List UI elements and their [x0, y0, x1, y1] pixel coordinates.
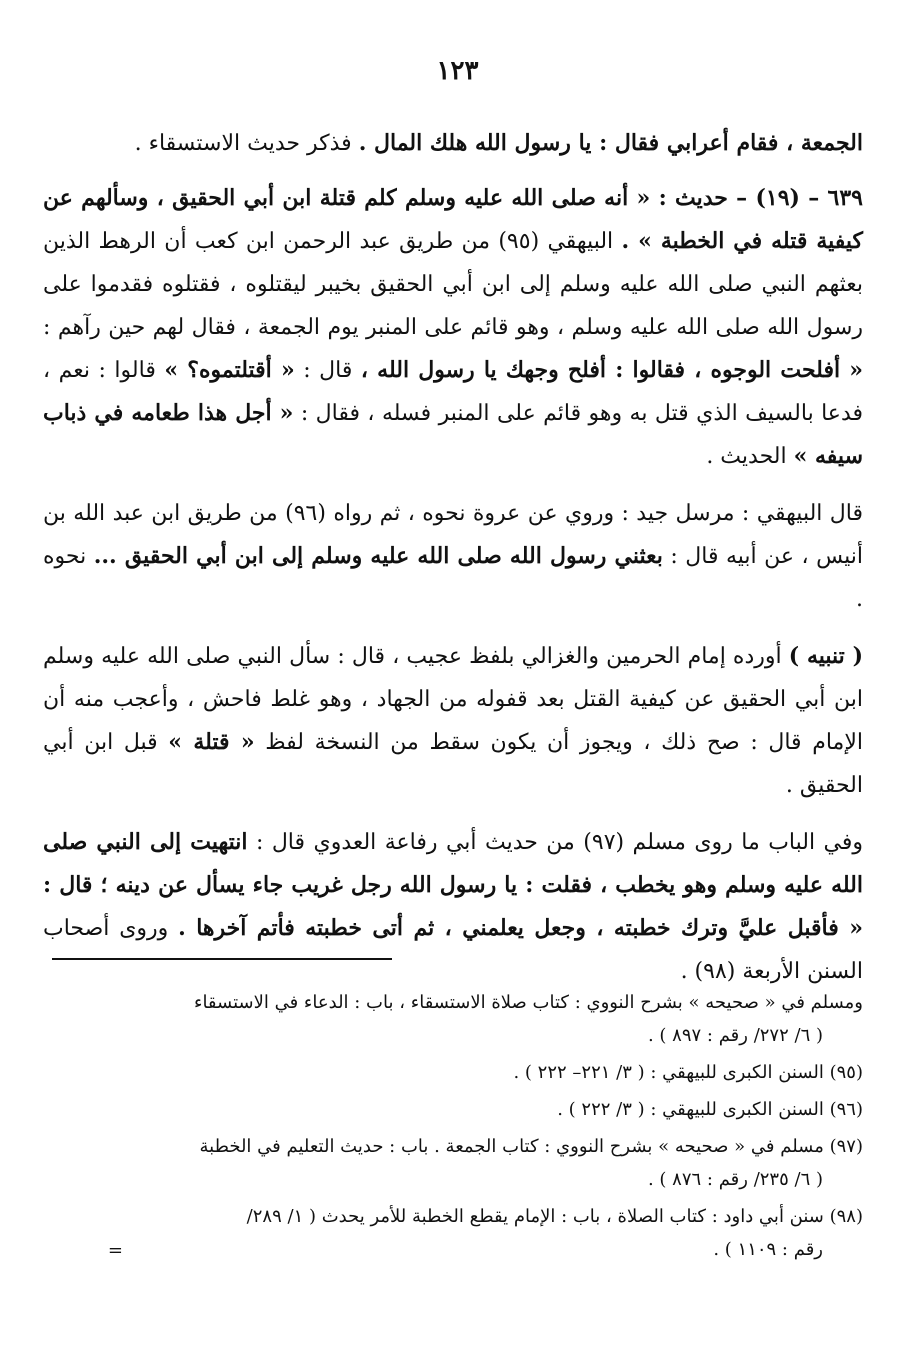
bold-text: ( تنبيه ): [788, 643, 863, 669]
footnote-text: (٩٨) سنن أبي داود : كتاب الصلاة ، باب : الإمام يقطع الخطبة للأمر يحدث ( ١/ ٢٨٩/: [246, 1206, 863, 1227]
footnote-98: [43, 1200, 863, 1266]
footnote-text: ومسلم في « صحيحه » بشرح النووي : كتاب صلاة الاستسقاء ، باب : الدعاء في الاستسقاء: [193, 992, 863, 1013]
bold-text: « أفلحت الوجوه ، فقالوا : أفلح وجهك يا رسول الله ،: [360, 357, 864, 383]
footnote-97: [43, 1130, 863, 1196]
bold-text: « أقتلتموه؟ »: [164, 357, 295, 383]
plain-text: وروى أصحاب السنن الأربعة (٩٨) .: [43, 916, 863, 984]
footnote-text: (٩٥) السنن الكبرى للبيهقي : ( ٣/ ٢٢١– ٢٢٢ ) .: [513, 1062, 863, 1083]
paragraph-hadith-639: [43, 177, 863, 478]
plain-text: قال البيهقي : مرسل جيد : وروي عن عروة نحوه ، ثم رواه (٩٦) من طريق ابن عبد الله بن أنيس ، عن أبيه قال :: [43, 501, 863, 569]
paragraph-tanbih: [43, 635, 863, 807]
bold-text: بعثني رسول الله صلى الله عليه وسلم إلى ابن أبي الحقيق ...: [93, 543, 663, 569]
plain-text: وفي الباب ما روى مسلم (٩٧) من حديث أبي رفاعة العدوي قال :: [247, 830, 863, 855]
paragraph-bayhaqi: [43, 492, 863, 621]
footnote-text: ( ٦/ ٢٧٢/ رقم : ٨٩٧ ) .: [647, 1025, 823, 1046]
footnote-text: رقم : ١١٠٩ ) .: [713, 1239, 823, 1260]
bold-text: « أجل هذا طعامه في ذباب سيفه »: [43, 400, 863, 469]
footnote-96: [43, 1093, 863, 1126]
bold-text: الجمعة ، فقام أعرابي فقال : يا رسول الله هلك المال .: [358, 130, 863, 156]
bold-text: « قتلة »: [168, 729, 255, 755]
plain-text: فذكر حديث الاستسقاء .: [134, 131, 359, 156]
footnote-text: (٩٦) السنن الكبرى للبيهقي : ( ٣/ ٢٢٢ ) .: [557, 1099, 863, 1120]
plain-text: قالوا : نعم ، فدعا بالسيف الذي قتل به وهو قائم على المنبر فسله ، فقال :: [43, 358, 864, 426]
paragraph-fil-bab: [43, 821, 863, 993]
bold-text: انتهيت إلى النبي صلى الله عليه وسلم وهو يخطب ، فقلت : يا رسول الله رجل غريب جاء يسأل عن دينه ؛ قال : « فأقبل عليَّ وترك خطبته ، وجعل يعلمني ، ثم أتى خطبته فأتم آخرها .: [43, 829, 863, 941]
main-text: [43, 122, 863, 993]
page-number: ١٢٣: [436, 56, 479, 86]
footnote-95: [43, 1056, 863, 1089]
plain-text: قبل ابن أبي الحقيق .: [43, 730, 863, 798]
bold-text: ٦٣٩ – (١٩) – حديث : « أنه صلى الله عليه وسلم كلم قتلة ابن أبي الحقيق ، وسألهم عن كيفية قتله في الخطبة » .: [43, 185, 863, 254]
footnote-text: (٩٧) مسلم في « صحيحه » بشرح النووي : كتاب الجمعة . باب : حديث التعليم في الخطبة: [199, 1136, 863, 1157]
plain-text: الحديث .: [706, 444, 794, 469]
paragraph-1: [43, 122, 863, 165]
plain-text: قال :: [294, 358, 361, 383]
plain-text: نحوه .: [43, 544, 863, 612]
footnote-continued: [43, 986, 863, 1052]
continuation-mark: =: [107, 1240, 123, 1261]
footnote-text: ( ٦/ ٢٣٥/ رقم : ٨٧٦ ) .: [647, 1169, 823, 1190]
plain-text: البيهقي (٩٥) من طريق عبد الرحمن ابن كعب أن الرهط الذين بعثهم النبي صلى الله عليه وسلم إلى ابن أبي الحقيق بخيبر ليقتلوه ، فقتلوه فقدموا على رسول الله صلى الله عليه وسلم ، وهو قائم على المنبر يوم الجمعة ، فقال لهم حين رآهم :: [43, 229, 863, 340]
footnotes: [43, 986, 863, 1270]
plain-text: أورده إمام الحرمين والغزالي بلفظ عجيب ، قال : سأل النبي صلى الله عليه وسلم ابن أبي الحقيق عن كيفية القتل بعد قفوله من الجهاد ، وهو غلط فاحش ، وأعجب منه أن الإمام قال : صح ذلك ، ويجوز أن يكون سقط من النسخة لفظ: [43, 644, 863, 755]
footnote-divider: [52, 958, 392, 960]
